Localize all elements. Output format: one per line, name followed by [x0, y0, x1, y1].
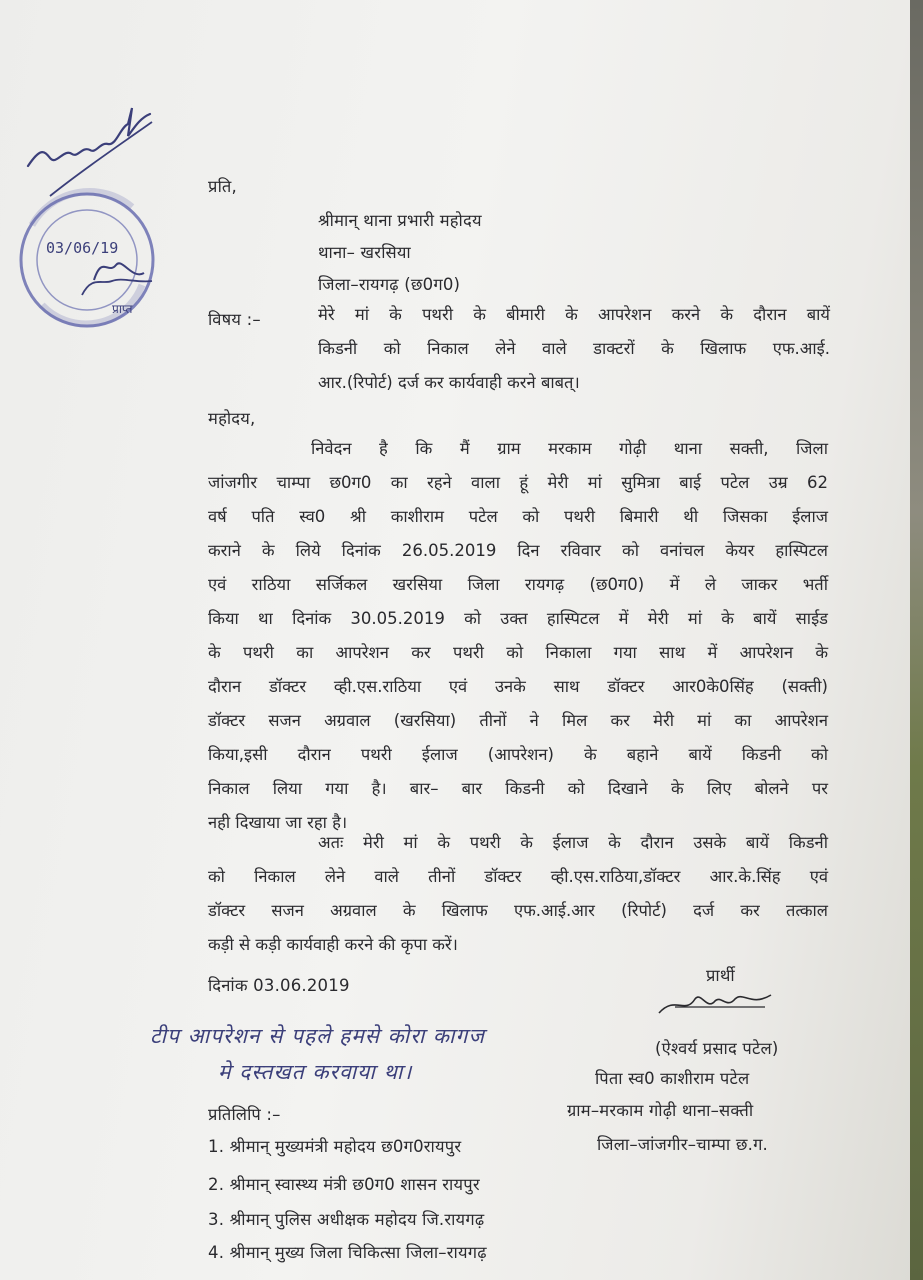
- body-line: किया,इसी दौरान पथरी ईलाज (आपरेशन) के बहाने बायें किडनी को: [208, 745, 828, 764]
- addressee-line-2: थाना– खरसिया: [318, 243, 411, 262]
- subject-label: विषय :–: [208, 310, 261, 329]
- body-paragraph-2: [208, 826, 828, 962]
- body-line: कराने के लिये दिनांक 26.05.2019 दिन रविवार को वनांचल केयर हास्पिटल: [208, 541, 828, 560]
- stamp-note: प्राप्त: [112, 302, 133, 316]
- letter-date: दिनांक 03.06.2019: [208, 976, 350, 995]
- body-line: नही दिखाया जा रहा है।: [208, 813, 348, 832]
- body-line: डॉक्टर सजन अग्रवाल के खिलाफ एफ.आई.आर (रिपोर्ट) दर्ज कर तत्काल: [208, 901, 828, 920]
- applicant-name: (ऐश्वर्य प्रसाद पटेल): [655, 1039, 779, 1058]
- body-line: के पथरी का आपरेशन कर पथरी को निकाला गया साथ में आपरेशन के: [208, 643, 828, 662]
- stamp-date: 03/06/19: [46, 239, 119, 257]
- subject-text: [318, 298, 830, 400]
- body-line: जांजगीर चाम्पा छ0ग0 का रहने वाला हूं मेरी मां सुमित्रा बाई पटेल उम्र 62: [208, 473, 828, 492]
- body-line: डॉक्टर सजन अग्रवाल (खरसिया) तीनों ने मिल कर मेरी मां का आपरेशन: [208, 711, 828, 730]
- copy-label: प्रतिलिपि :–: [208, 1105, 281, 1124]
- copy-item: 3. श्रीमान् पुलिस अधीक्षक महोदय जि.रायगढ़: [208, 1210, 485, 1229]
- applicant-signature: [655, 985, 775, 1025]
- body-line: को निकाल लेने वाले तीनों डॉक्टर व्ही.एस.राठिया,डॉक्टर आर.के.सिंह एवं: [208, 867, 828, 886]
- body-line: किया था दिनांक 30.05.2019 को उक्त हास्पिटल में मेरी मां के बायें साईड: [208, 609, 828, 628]
- body-line: एवं राठिया सर्जिकल खरसिया जिला रायगढ़ (छ0ग0) में ले जाकर भर्ती: [208, 575, 828, 594]
- applicant-father: पिता स्व0 काशीराम पटेल: [595, 1069, 750, 1088]
- copy-item: 1. श्रीमान् मुख्यमंत्री महोदय छ0ग0रायपुर: [208, 1137, 462, 1156]
- body-line: अतः मेरी मां के पथरी के ईलाज के दौरान उसके बायें किडनी: [318, 833, 828, 852]
- subject-line: किडनी को निकाल लेने वाले डाक्टरों के खिलाफ एफ.आई.: [318, 339, 830, 358]
- received-handwriting: [20, 88, 160, 198]
- subject-line: आर.(रिपोर्ट) दर्ज कर कार्यवाही करने बाबत्।: [318, 373, 580, 392]
- body-line: दौरान डॉक्टर व्ही.एस.राठिया एवं उनके साथ डॉक्टर आर0के0सिंह (सक्ती): [208, 677, 828, 696]
- handwritten-note-line-2: मे दस्तखत करवाया था।: [218, 1060, 413, 1084]
- body-line: कड़ी से कड़ी कार्यवाही करने की कृपा करें।: [208, 935, 458, 954]
- background-edge: [910, 0, 923, 1280]
- addressee-line-1: श्रीमान् थाना प्रभारी महोदय: [318, 211, 482, 230]
- receipt-stamp: [12, 185, 162, 335]
- body-line: निवेदन है कि मैं ग्राम मरकाम गोढ़ी थाना सक्ती, जिला: [311, 439, 828, 458]
- applicant-label: प्रार्थी: [706, 966, 735, 985]
- salutation: महोदय,: [208, 409, 256, 428]
- applicant-district: जिला–जांजगीर–चाम्पा छ.ग.: [597, 1135, 768, 1154]
- body-line: वर्ष पति स्व0 श्री काशीराम पटेल को पथरी बिमारी थी जिसका ईलाज: [208, 507, 828, 526]
- body-paragraph-1: [208, 432, 828, 840]
- applicant-village: ग्राम–मरकाम गोढ़ी थाना–सक्ती: [567, 1101, 754, 1120]
- addressee-line-3: जिला–रायगढ़ (छ0ग0): [318, 275, 461, 294]
- prati-label: प्रति,: [208, 177, 237, 196]
- subject-line: मेरे मां के पथरी के बीमारी के आपरेशन करने के दौरान बायें: [318, 305, 830, 324]
- body-line: निकाल लिया गया है। बार– बार किडनी को दिखाने के लिए बोलने पर: [208, 779, 828, 798]
- copy-item: 4. श्रीमान् मुख्य जिला चिकित्सा जिला–रायगढ़: [208, 1243, 487, 1262]
- copy-item: 2. श्रीमान् स्वास्थ्य मंत्री छ0ग0 शासन रायपुर: [208, 1175, 480, 1194]
- handwritten-note-line-1: टीप आपरेशन से पहले हमसे कोरा कागज: [150, 1024, 485, 1048]
